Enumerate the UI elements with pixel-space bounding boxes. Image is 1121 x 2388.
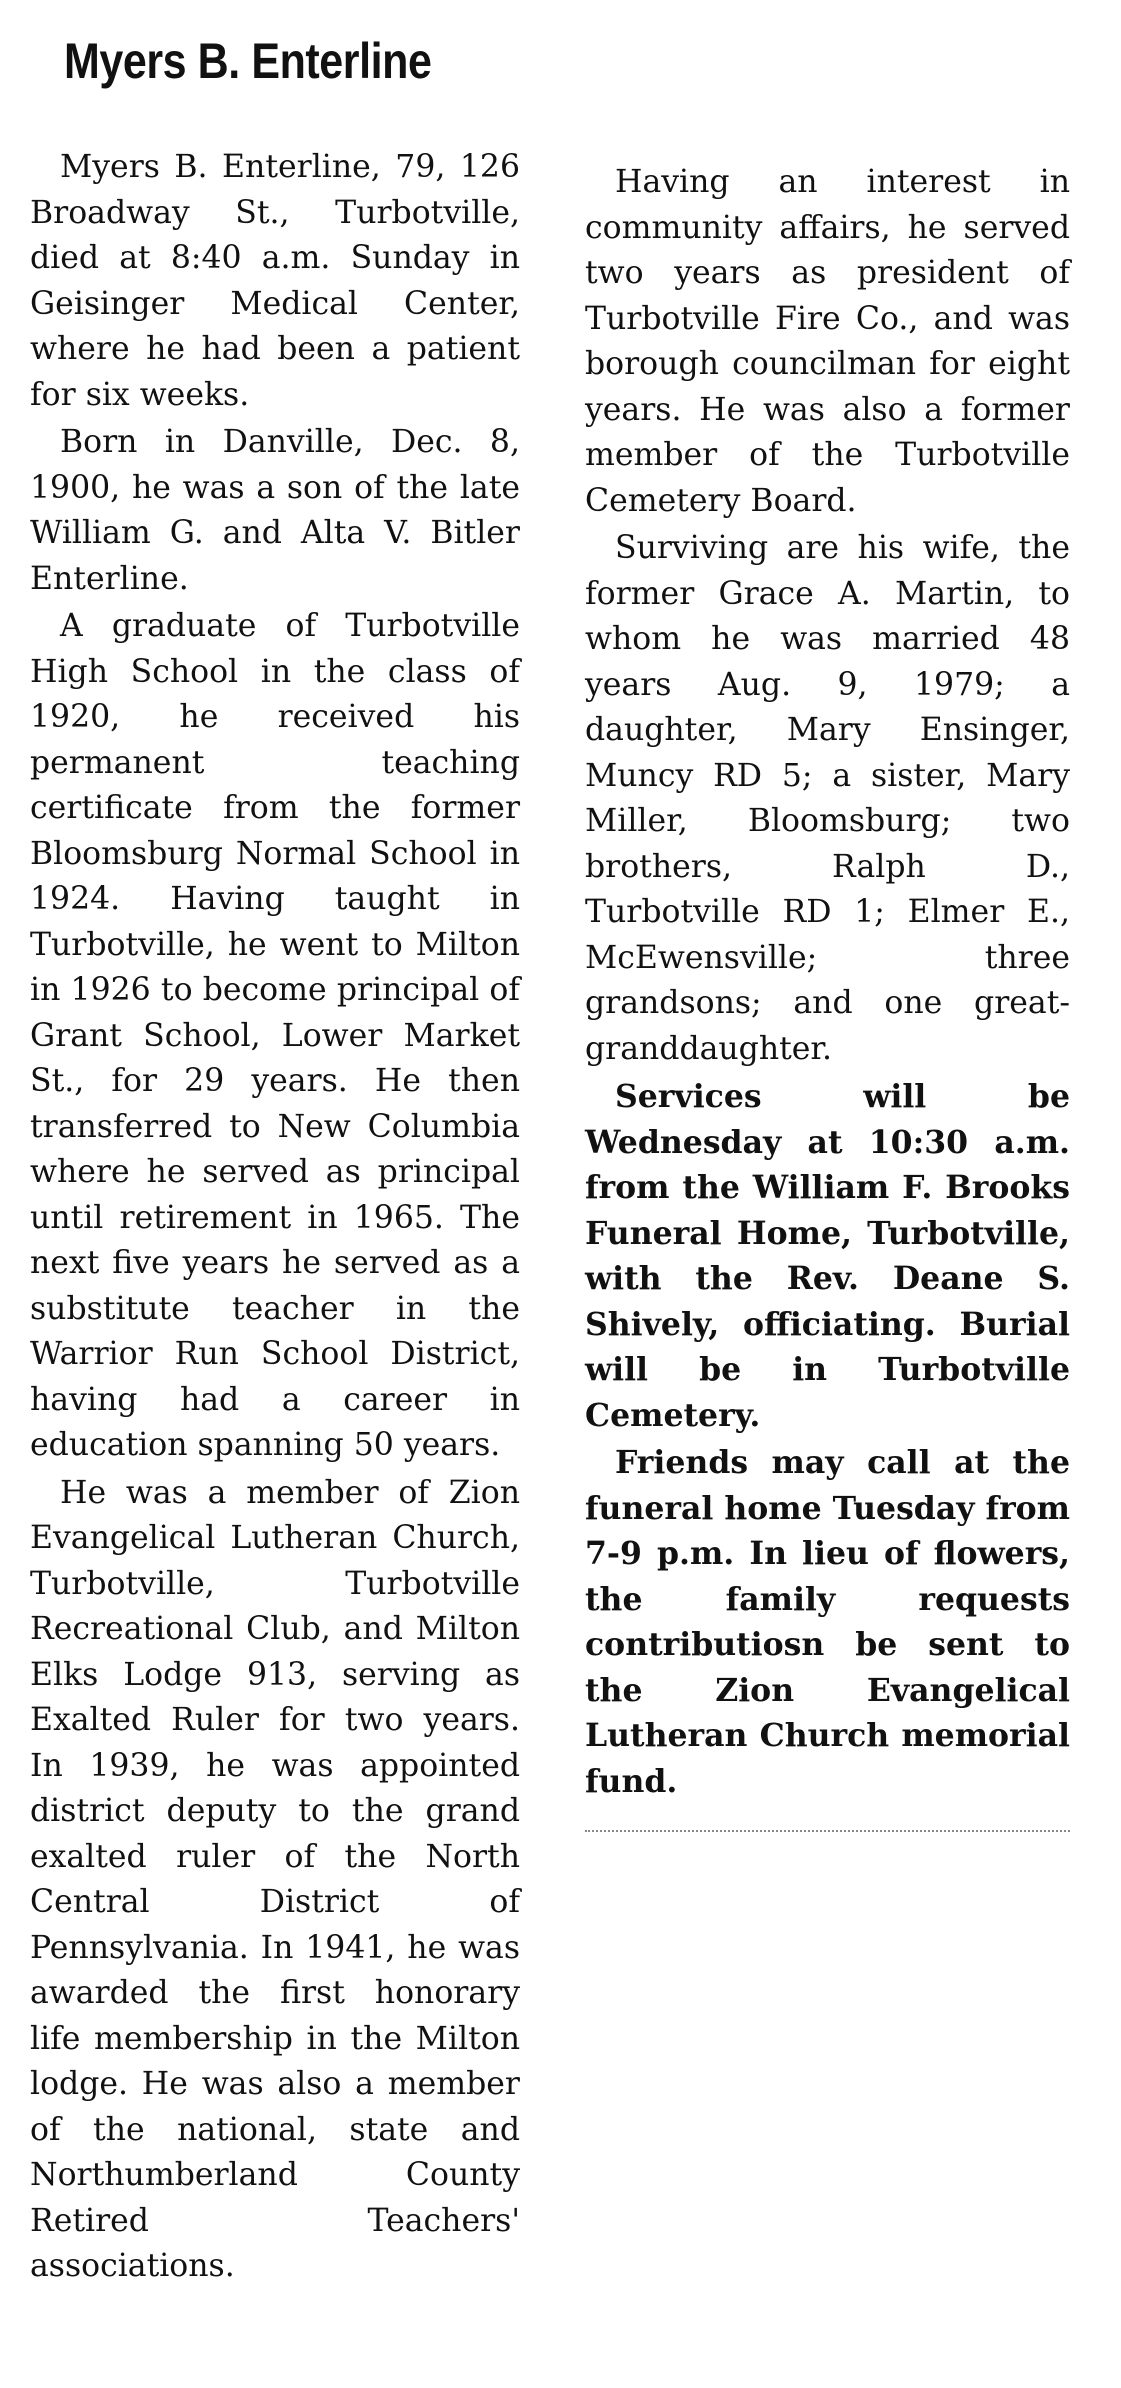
column-end-rule [585,1830,1070,1832]
headline: Myers B. Enterline [64,33,432,89]
left-column [30,145,520,2292]
paragraph-community: Having an interest in community affairs, he served two years as president of Turbotville Fire Co., and was borough councilman for eight years. He was also a former member of the Turbotville Cemetery Board. [585,164,1070,519]
paragraph-education-career: A graduate of Turbotville High School in the class of 1920, he received his permanent teaching certificate from the former Bloomsburg Normal School in 1924. Having taught in Turbotville, he went to Milton in 1926 to become principal of Grant School, Lower Market St., for 29 years. He then transferred to New Columbia where he served as principal until retirement in 1965. The next five years he served as a substitute teacher in the Warrior Run School District, having had a career in education spanning 50 years. [30,608,520,1463]
paragraph-visitation: Friends may call at the funeral home Tuesday from 7-9 p.m. In lieu of flowers, the family requests contributiosn be sent to the Zion Evangelical Lutheran Church memorial fund. [585,1444,1071,1800]
right-column [585,160,1070,1806]
paragraph-birth: Born in Danville, Dec. 8, 1900, he was a son of the late William G. and Alta V. Bitler Enterline. [30,424,520,597]
paragraph-services: Services will be Wednesday at 10:30 a.m. from the William F. Brooks Funeral Home, Turbotville, with the Rev. Deane S. Shively, officiating. Burial will be in Turbotville Cemetery. [585,1078,1070,1434]
paragraph-memberships: He was a member of Zion Evangelical Lutheran Church, Turbotville, Turbotville Recreational Club, and Milton Elks Lodge 913, serving as Exalted Ruler for two years. In 1939, he was appointed district deputy to the grand exalted ruler of the North Central District of Pennsylvania. In 1941, he was awarded the first honorary life membership in the Milton lodge. He was also a member of the national, state and Northumberland County Retired Teachers' associations. [30,1474,520,2284]
paragraph-death-notice: Myers B. Enterline, 79, 126 Broadway St., Turbotville, died at 8:40 a.m. Sunday in Geisinger Medical Center, where he had been a patient for six weeks. [30,149,520,413]
paragraph-survivors: Surviving are his wife, the former Grace A. Martin, to whom he was married 48 years Aug. 9, 1979; a daughter, Mary Ensinger, Muncy RD 5; a sister, Mary Miller, Bloomsburg; two brothers, Ralph D., Turbotville RD 1; Elmer E., McEwensville; three grandsons; and one great-granddaughter. [585,530,1070,1067]
